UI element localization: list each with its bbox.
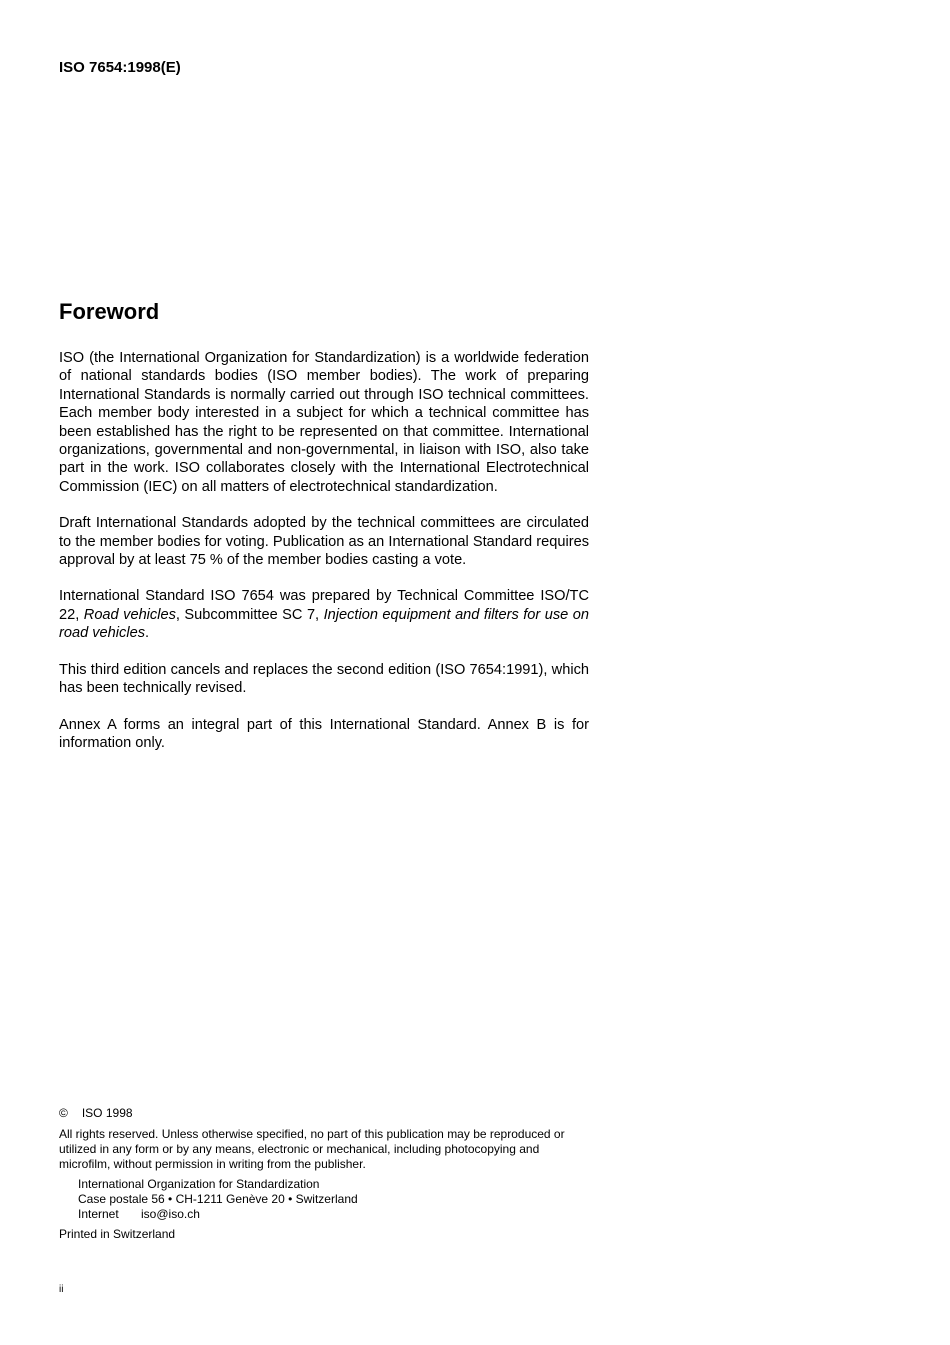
internet-line [78,1207,589,1222]
preparation-text-1: International Standard ISO 7654 was prepared by Technical Committee ISO/TC 22, [59,588,589,623]
preparation-text-3: . [145,625,150,642]
organization-name: International Organization for Standardization [78,1177,320,1191]
internet-email: iso@iso.ch [141,1207,200,1221]
preparation-text-2: , Subcommittee SC 7, [175,606,324,623]
postal-address: Case postale 56 • CH-1211 Genève 20 • Switzerland [78,1192,358,1206]
paragraph-draft-standards: Draft International Standards adopted by the technical committees are circulated to the member bodies for voting. Publication as an International Standard requires approval by at least 75 % of the member bodies casting a vote. [59,515,589,569]
subcommittee-name: Injection equipment and filters for use on road vehicles [59,606,590,642]
paragraph-preparation [59,587,589,642]
page-number: ii [59,1284,64,1295]
internet-label: Internet [78,1207,119,1221]
rights-statement: All rights reserved. Unless otherwise specified, no part of this publication may be reproduced or utilized in any form or by any means, electronic or mechanical, including photocopying and microfilm, without permission in writing from the publisher. [59,1127,565,1171]
copyright-line [59,1106,589,1121]
copyright-icon: © [59,1106,68,1120]
copyright-year: ISO 1998 [81,1106,133,1120]
printed-in: Printed in Switzerland [59,1227,176,1241]
publisher-address [59,1177,589,1222]
committee-name: Road vehicles [83,606,176,623]
section-title-foreword: Foreword [59,299,160,324]
copyright-block [59,1106,589,1242]
foreword-body [59,349,589,770]
document-code: ISO 7654:1998(E) [59,59,181,76]
paragraph-annexes: Annex A forms an integral part of this International Standard. Annex B is for information only. [59,716,589,751]
paragraph-iso-intro: ISO (the International Organization for Standardization) is a worldwide federation of national standards bodies (ISO member bodies). The work of preparing International Standards is normally carried out through ISO technical committees. Each member body interested in a subject for which a technical committee has been established has the right to be represented on that committee. International organizations, governmental and non-governmental, in liaison with ISO, also take part in the work. ISO collaborates closely with the International Electrotechnical Commission (IEC) on all matters of electrotechnical standardization. [59,350,589,495]
paragraph-edition: This third edition cancels and replaces the second edition (ISO 7654:1991), which has been technically revised. [59,661,589,697]
